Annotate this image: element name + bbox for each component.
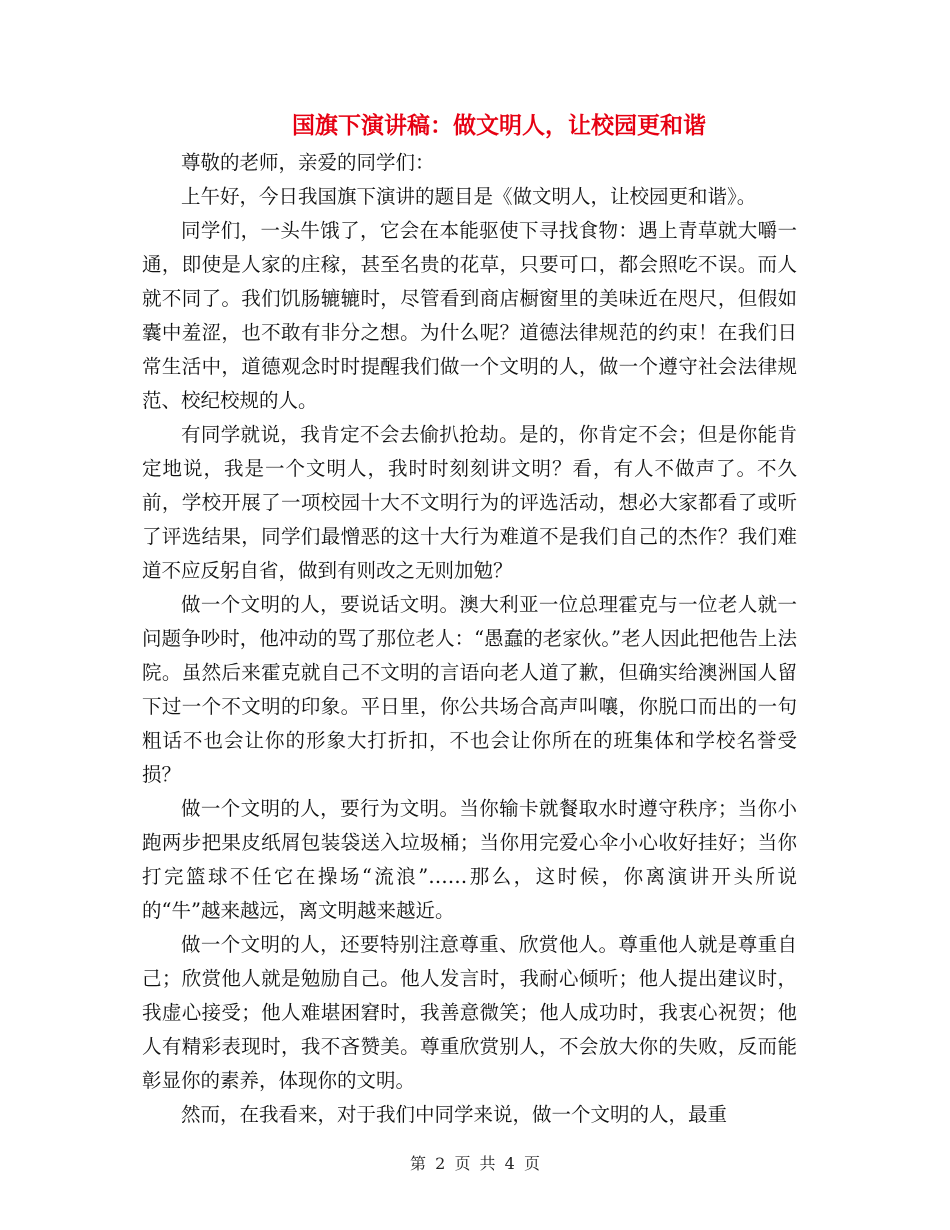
body-paragraph-closing: 然而，在我看来，对于我们中同学来说，做一个文明的人，最重: [181, 1103, 728, 1126]
footer-total-prefix: 共: [479, 1154, 496, 1173]
greeting-paragraph: 上午好，今日我国旗下演讲的题目是《做文明人，让校园更和谐》。: [181, 185, 757, 208]
body-paragraph-behavior: 做一个文明的人，要行为文明。当你输卡就餐取水时遵守秩序；当你小跑两步把果皮纸屑包装袋送入垃圾桶；当你用完爱心伞小心收好挂好；当你打完篮球不任它在操场“流浪”……那么，这时候，你离演讲开头所说的“牛”越来越远，离文明越来越近。: [142, 797, 797, 922]
body-paragraph-respect: 做一个文明的人，还要特别注意尊重、欣赏他人。尊重他人就是尊重自己；欣赏他人就是勉励自己。他人发言时，我耐心倾听；他人提出建议时，我虚心接受；他人难堪困窘时，我善意微笑；他人成功时，我衷心祝贺；他人有精彩表现时，我不吝赞美。尊重欣赏别人，不会放大你的失败，反而能彰显你的素养，体现你的文明。: [142, 933, 797, 1092]
footer-total-unit: 页: [523, 1154, 540, 1173]
body-paragraph-self-reflection: 有同学就说，我肯定不会去偷扒抢劫。是的，你肯定不会；但是你能肯定地说，我是一个文明人，我时时刻刻讲文明？看，有人不做声了。不久前，学校开展了一项校园十大不文明行为的评选活动，想必大家都看了或听了评选结果，同学们最憎恶的这十大行为难道不是我们自己的杰作？我们难道不应反躬自省，做到有则改之无则加勉？: [142, 423, 797, 582]
body-paragraph-cow: 同学们，一头牛饿了，它会在本能驱使下寻找食物：遇上青草就大嚼一通，即使是人家的庄稼，甚至名贵的花草，只要可口，都会照吃不误。而人就不同了。我们饥肠辘辘时，尽管看到商店橱窗里的美味近在咫尺，但假如囊中羞涩，也不敢有非分之想。为什么呢？道德法律规范的约束！在我们日常生活中，道德观念时时提醒我们做一个文明的人，做一个遵守社会法律规范、校纪校规的人。: [142, 219, 797, 412]
document-title: 国旗下演讲稿：做文明人，让校园更和谐: [292, 112, 706, 139]
footer-prefix: 第: [410, 1154, 427, 1173]
document-body: [142, 146, 797, 1132]
salutation-paragraph: 尊敬的老师，亲爱的同学们：: [181, 151, 435, 174]
footer-total-pages: 4: [504, 1154, 515, 1173]
footer-current-page: 2: [435, 1154, 446, 1173]
footer-page-unit: 页: [454, 1154, 471, 1173]
body-paragraph-speech: 做一个文明的人，要说话文明。澳大利亚一位总理霍克与一位老人就一问题争吵时，他冲动的骂了那位老人：“愚蠢的老家伙。”老人因此把他告上法院。虽然后来霍克就自己不文明的言语向老人道了歉，但确实给澳洲国人留下过一个不文明的印象。平日里，你公共场合高声叫嚷，你脱口而出的一句粗话不也会让你的形象大打折扣，不也会让你所在的班集体和学校名誉受损？: [142, 593, 797, 786]
page-number-footer: [0, 1152, 950, 1176]
